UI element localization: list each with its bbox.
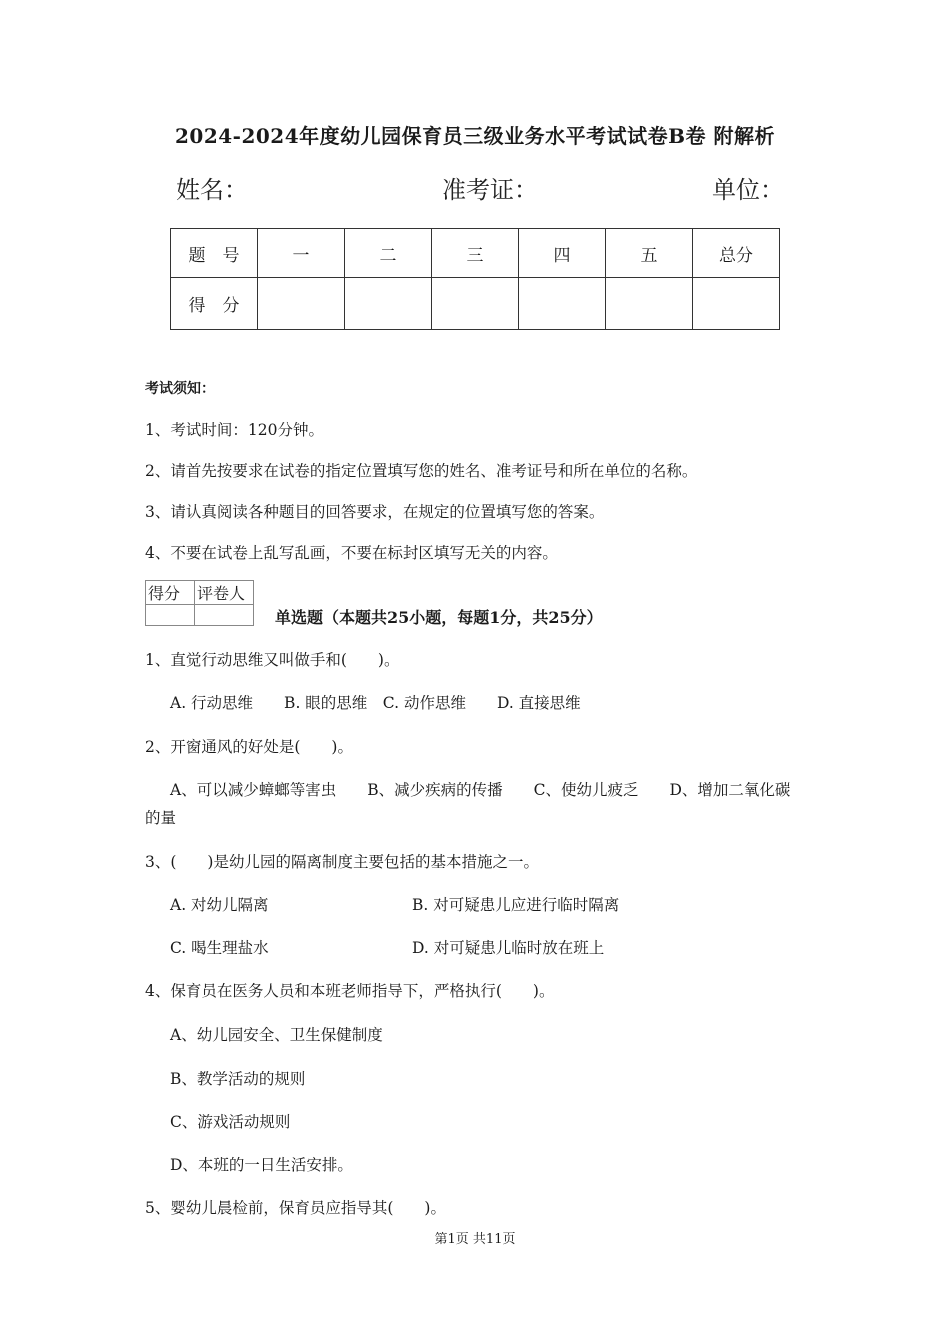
question-3-option-a: A. 对幼儿隔离 — [170, 896, 269, 914]
question-4-option-b: B、教学活动的规则 — [170, 1070, 306, 1088]
question-4-option-d: D、本班的一日生活安排。 — [170, 1156, 353, 1174]
question-4-option-a: A、幼儿园安全、卫生保健制度 — [170, 1026, 383, 1044]
question-5-stem: 5、婴幼儿晨检前，保育员应指导其( )。 — [145, 1199, 446, 1217]
score-table-cell: 四 — [519, 229, 606, 278]
score-table-cell: 题 号 — [171, 229, 258, 278]
document-title: 2024-2024年度幼儿园保育员三级业务水平考试试卷B卷 附解析 — [175, 124, 775, 148]
question-2-options: A、可以减少蟑螂等害虫 B、减少疾病的传播 C、使幼儿疲乏 D、增加二氧化碳 — [170, 781, 791, 799]
question-2-options-cont: 的量 — [145, 809, 177, 827]
question-1-options: A. 行动思维 B. 眼的思维 C. 动作思维 D. 直接思维 — [170, 694, 581, 712]
grader-score-label: 得分 — [146, 581, 195, 605]
section-title: 单选题（本题共25小题，每题1分，共25分） — [275, 608, 603, 627]
grader-score-cell[interactable] — [146, 605, 195, 626]
score-input-cell[interactable] — [345, 278, 432, 330]
question-4-stem: 4、保育员在医务人员和本班老师指导下，严格执行( )。 — [145, 982, 555, 1000]
score-input-cell[interactable] — [519, 278, 606, 330]
score-input-cell[interactable] — [432, 278, 519, 330]
score-table-cell: 总分 — [693, 229, 780, 278]
exam-id-label: 准考证： — [442, 176, 538, 204]
score-table-header-row — [171, 229, 780, 278]
grader-name-cell[interactable] — [195, 605, 254, 626]
grader-name-label: 评卷人 — [195, 581, 254, 605]
notice-item: 2、请首先按要求在试卷的指定位置填写您的姓名、准考证号和所在单位的名称。 — [145, 462, 698, 480]
name-label: 姓名： — [176, 176, 248, 204]
score-table-score-row — [171, 278, 780, 330]
score-input-cell[interactable] — [258, 278, 345, 330]
question-3-option-c: C. 喝生理盐水 — [170, 939, 269, 957]
score-table-cell: 二 — [345, 229, 432, 278]
question-1-stem: 1、直觉行动思维又叫做手和( )。 — [145, 651, 400, 669]
question-3-option-b: B. 对可疑患儿应进行临时隔离 — [412, 896, 620, 914]
question-3-option-d: D. 对可疑患儿临时放在班上 — [412, 939, 605, 957]
score-input-cell[interactable] — [693, 278, 780, 330]
question-4-option-c: C、游戏活动规则 — [170, 1113, 291, 1131]
page-footer: 第1页 共11页 — [434, 1232, 516, 1247]
question-3-stem: 3、( )是幼儿园的隔离制度主要包括的基本措施之一。 — [145, 853, 539, 871]
score-table-cell: 得 分 — [171, 278, 258, 330]
grader-table — [145, 580, 254, 626]
notice-item: 3、请认真阅读各种题目的回答要求，在规定的位置填写您的答案。 — [145, 503, 605, 521]
score-table — [170, 228, 780, 330]
notice-item: 4、不要在试卷上乱写乱画，不要在标封区填写无关的内容。 — [145, 544, 558, 562]
score-input-cell[interactable] — [606, 278, 693, 330]
score-table-cell: 一 — [258, 229, 345, 278]
score-table-cell: 五 — [606, 229, 693, 278]
unit-label: 单位： — [712, 176, 784, 204]
question-2-stem: 2、开窗通风的好处是( )。 — [145, 738, 353, 756]
notice-heading: 考试须知： — [145, 381, 215, 397]
notice-item: 1、考试时间：120分钟。 — [145, 421, 324, 439]
score-table-cell: 三 — [432, 229, 519, 278]
